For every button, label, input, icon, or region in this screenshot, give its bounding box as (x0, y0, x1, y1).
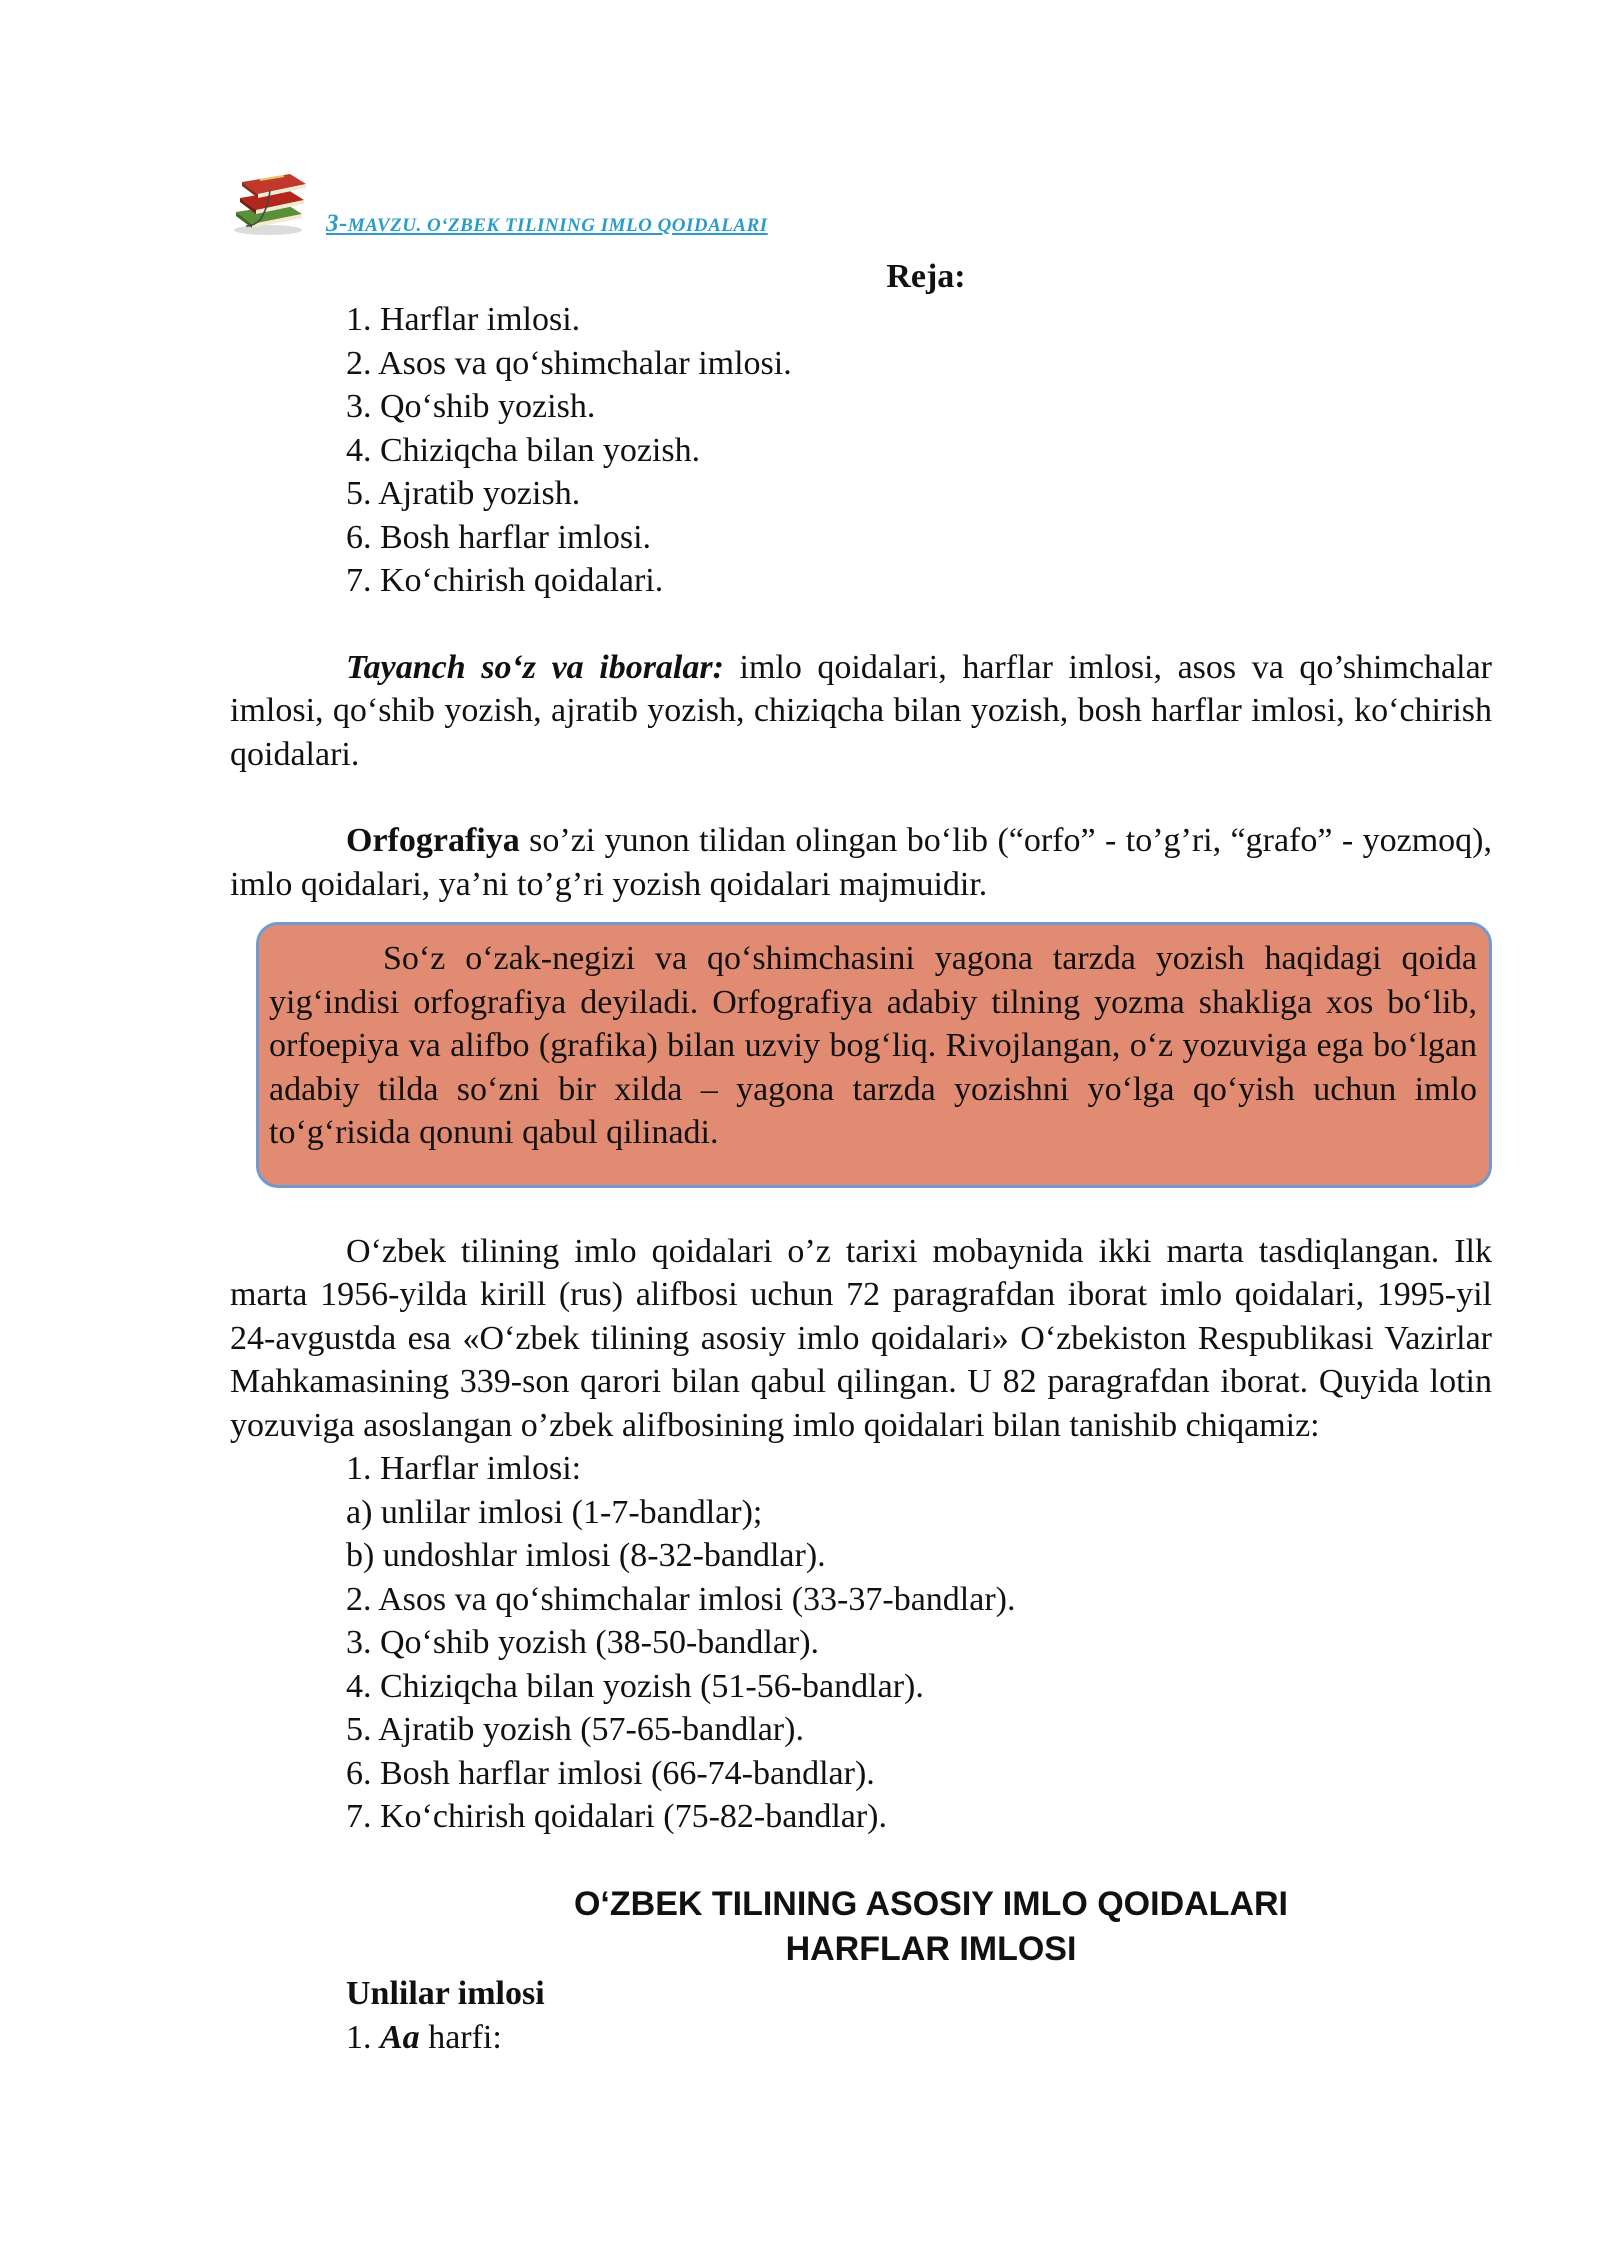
letter-line: 1. Aa harfi: (346, 2018, 502, 2056)
rules-item: 1. Harflar imlosi: (346, 1450, 582, 1487)
callout-text: So‘z o‘zak-negizi va qo‘shimchasini yagona tarzda yozish haqidagi qoida yig‘indisi orfografiya deyiladi. Orfografiya adabiy tilning yozma shakliga xos bo‘lib, orfoepiya va alifbo (grafika) bilan uzviy bog‘liq. Rivojlangan, o‘z yozuviga ega bo‘lgan adabiy tilda so‘zni bir xilda – yagona tarzda yozishni yo‘lga qo‘yish uchun imlo to‘g‘risida qonuni qabul qilinadi. (269, 940, 1477, 1151)
plan-item: 4. Chiziqcha bilan yozish. (346, 431, 701, 469)
plan-item: 7. Ko‘chirish qoidalari. (346, 562, 664, 599)
document-page (230, 160, 1492, 2059)
plan-item: 5. Ajratib yozish. (346, 475, 581, 512)
rules-item: 7. Ko‘chirish qoidalari (75-82-bandlar). (346, 1798, 887, 1835)
keywords-paragraph (230, 646, 1492, 777)
rules-item: b) undoshlar imlosi (8-32-bandlar). (346, 1537, 826, 1574)
history-paragraph: O‘zbek tilining imlo qoidalari o’z tarixi mobaynida ikki marta tasdiqlangan. Ilk marta 1956-yilda kirill (rus) alifbosi uchun 72 paragrafdan iborat imlo qoidalari, 1995-yil 24-avgustda esa «O‘zbek tilining asosiy imlo qoidalari» O‘zbekiston Respublikasi Vazirlar Mahkamasining 339-son qarori bilan qabul qilingan. U 82 paragrafdan iborat. Quyida lotin yozuviga asoslangan o’zbek alifbosining imlo qoidalari bilan tanishib chiqamiz: (230, 1232, 1492, 1444)
plan-item: 6. Bosh harflar imlosi. (346, 518, 652, 556)
rules-item: 3. Qo‘shib yozish (38-50-bandlar). (346, 1624, 820, 1661)
definition-callout (256, 922, 1492, 1188)
plan-item: 2. Asos va qo‘shimchalar imlosi. (346, 344, 792, 382)
rules-item: 6. Bosh harflar imlosi (66-74-bandlar). (346, 1754, 875, 1792)
letter-name: Aa (380, 2018, 420, 2056)
plan-title: Reja: (886, 258, 966, 295)
orthography-term: Orfografiya (346, 822, 520, 859)
topic-header (230, 160, 1492, 240)
orthography-paragraph (230, 819, 1492, 906)
rules-item: 5. Ajratib yozish (57-65-bandlar). (346, 1711, 804, 1748)
plan-list (230, 298, 1492, 603)
section-heading (230, 1882, 1492, 1972)
plan-item: 3. Qo‘shib yozish. (346, 388, 596, 425)
topic-title: 3-MAVZU. O‘ZBEK TILINING IMLO QOIDALARI (326, 210, 768, 237)
subheading: Unlilar imlosi (346, 1974, 545, 2012)
section-heading-line: HARFLAR IMLOSI (785, 1929, 1077, 1968)
keywords-text: imlo qoidalari, harflar imlosi, asos va qo’shimchalar imlosi, qo‘shib yozish, ajratib yozish, chiziqcha bilan yozish, bosh harflar imlosi, ko‘chirish qoidalari. (230, 648, 1492, 773)
keywords-label: Tayanch so‘z va iboralar: (346, 648, 724, 686)
rules-item: 4. Chiziqcha bilan yozish (51-56-bandlar). (346, 1667, 924, 1705)
rules-item: a) unlilar imlosi (1-7-bandlar); (346, 1493, 763, 1531)
rules-list (230, 1447, 1492, 1839)
rules-item: 2. Asos va qo‘shimchalar imlosi (33-37-bandlar). (346, 1580, 1016, 1618)
plan-item: 1. Harflar imlosi. (346, 301, 581, 338)
orthography-text: so’zi yunon tilidan olingan bo‘lib (“orfo” - to’g’ri, “grafo” - yozmoq), imlo qoidalari, ya’ni to’g’ri yozish qoidalari majmuidir. (230, 822, 1492, 903)
books-icon (230, 160, 312, 236)
section-heading-line: O‘ZBEK TILINING ASOSIY IMLO QOIDALARI (573, 1884, 1289, 1923)
